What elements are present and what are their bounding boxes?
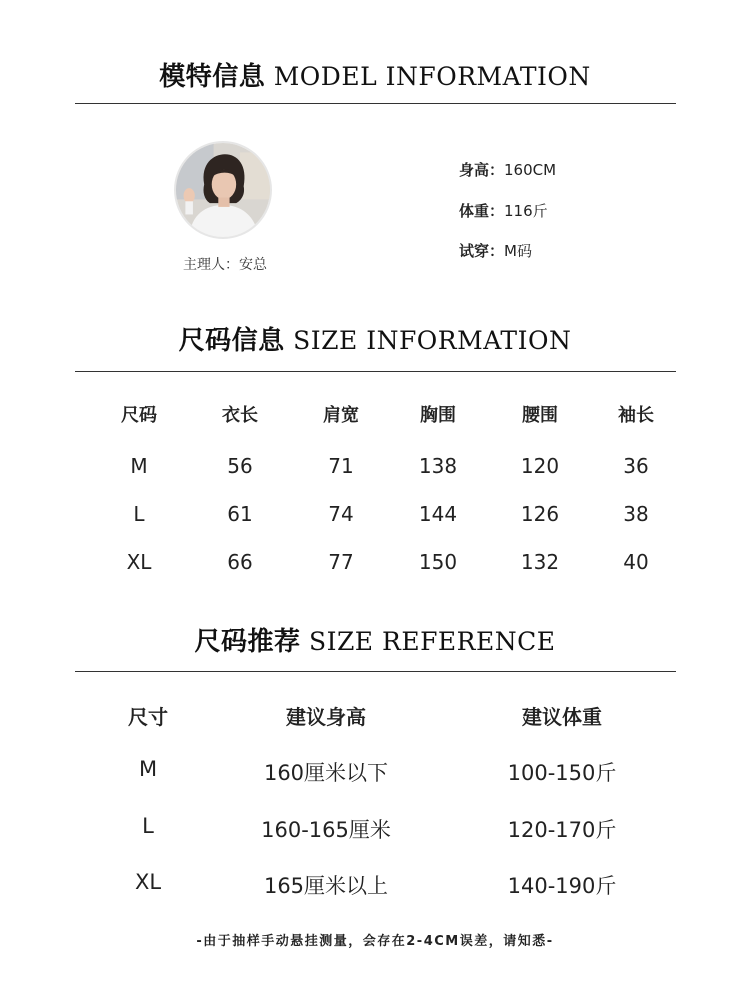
size-title-zh: 尺码信息	[178, 326, 285, 356]
size-cell: 74	[328, 502, 354, 526]
model-height	[459, 159, 556, 180]
ref-cell: XL	[134, 870, 162, 894]
model-photo-icon	[176, 143, 270, 237]
fit-value: M码	[504, 242, 532, 260]
size-cell: 40	[623, 550, 649, 574]
model-section-title	[0, 56, 750, 93]
size-header-cell: 尺码	[121, 405, 157, 426]
size-header-cell: 腰围	[522, 405, 558, 426]
ref-cell: 165厘米以上	[263, 874, 389, 898]
ref-title-zh: 尺码推荐	[194, 627, 301, 657]
ref-cell: 160厘米以下	[263, 761, 389, 785]
weight-value: 116斤	[504, 202, 548, 220]
size-cell: 120	[520, 454, 560, 478]
ref-divider	[75, 671, 676, 672]
size-cell: 132	[520, 550, 560, 574]
ref-header-cell: 尺寸	[128, 705, 168, 729]
measurement-note: -由于抽样手动悬挂测量，会存在2-4CM误差，请知悉-	[196, 934, 554, 949]
fit-label: 试穿：	[459, 242, 505, 260]
ref-cell: L	[142, 814, 154, 838]
size-cell: 61	[227, 502, 253, 526]
model-weight	[459, 200, 548, 221]
height-label: 身高：	[459, 161, 505, 179]
ref-section-title	[0, 621, 750, 658]
model-title-en: MODEL INFORMATION	[273, 62, 591, 91]
size-cell: 36	[623, 454, 649, 478]
height-value: 160CM	[504, 161, 557, 179]
size-header-cell: 肩宽	[323, 405, 359, 426]
ref-title-en: SIZE REFERENCE	[308, 627, 556, 656]
size-cell: XL	[126, 550, 152, 574]
ref-header-cell: 建议体重	[522, 705, 602, 729]
size-cell: 38	[623, 502, 649, 526]
model-avatar	[174, 141, 272, 239]
size-cell: 126	[520, 502, 560, 526]
model-title-zh: 模特信息	[159, 62, 266, 92]
ref-cell: 120-170斤	[507, 818, 617, 842]
model-fit	[459, 240, 532, 261]
ref-cell: M	[138, 757, 158, 781]
size-cell: M	[130, 454, 148, 478]
ref-header-cell: 建议身高	[286, 705, 366, 729]
size-cell: 138	[418, 454, 458, 478]
size-cell: 150	[418, 550, 458, 574]
size-divider	[75, 371, 676, 372]
model-divider	[75, 103, 676, 104]
size-header-cell: 袖长	[618, 405, 654, 426]
size-cell: 66	[227, 550, 253, 574]
size-cell: 56	[227, 454, 253, 478]
size-title-en: SIZE INFORMATION	[293, 326, 572, 355]
model-caption: 主理人：安总	[183, 257, 267, 273]
weight-label: 体重：	[459, 202, 505, 220]
size-header-cell: 胸围	[420, 405, 456, 426]
size-section-title	[0, 320, 750, 357]
size-cell: 144	[418, 502, 458, 526]
size-cell: L	[133, 502, 145, 526]
ref-cell: 160-165厘米	[261, 818, 391, 842]
ref-cell: 100-150斤	[507, 761, 617, 785]
size-cell: 77	[328, 550, 354, 574]
ref-cell: 140-190斤	[507, 874, 617, 898]
size-cell: 71	[328, 454, 354, 478]
size-header-cell: 衣长	[222, 405, 258, 426]
